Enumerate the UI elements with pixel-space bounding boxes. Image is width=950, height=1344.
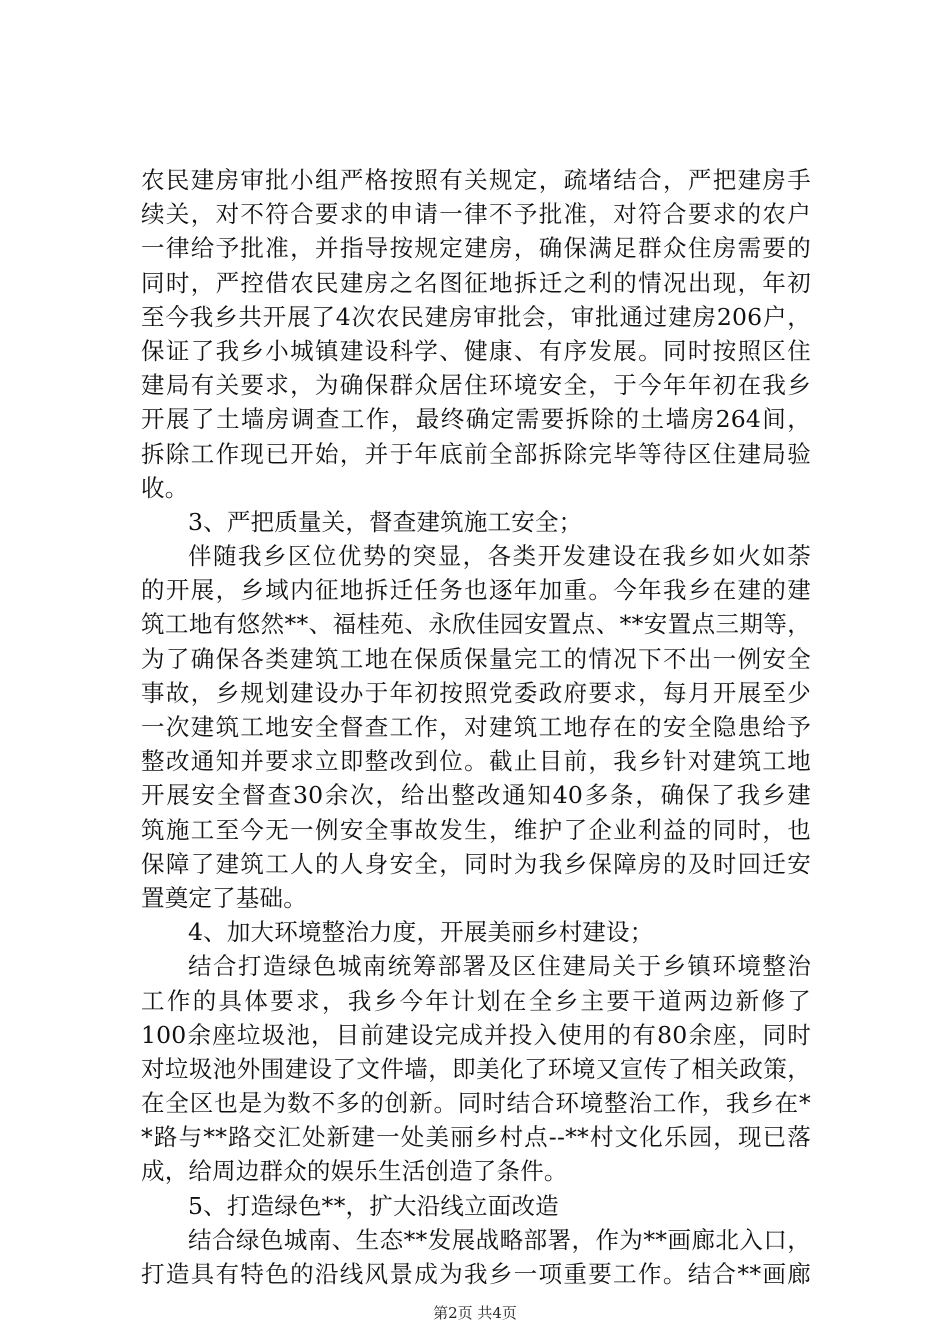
text-line: 建局有关要求，为确保群众居住环境安全，于今年年初在我乡: [141, 371, 811, 400]
text-line: 一次建筑工地安全督查工作，对建筑工地存在的安全隐患给予: [141, 713, 811, 741]
document-body: [141, 163, 811, 1291]
text-line: 筑工地有悠然**、福桂苑、永欣佳园安置点、**安置点三期等，: [141, 610, 811, 639]
text-line: 在全区也是为数不多的创新。同时结合环境整治工作，我乡在*: [141, 1089, 811, 1118]
text-line: 同时，严控借农民建房之名图征地拆迁之利的情况出现，年初: [141, 268, 811, 297]
text-line: 保障了建筑工人的人身安全，同时为我乡保障房的及时回迁安: [141, 849, 811, 878]
text-line: 3、严把质量关，督查建筑施工安全；: [188, 507, 583, 536]
text-line: *路与**路交汇处新建一处美丽乡村点--**村文化乐园，现已落: [141, 1123, 811, 1152]
text-line: 伴随我乡区位优势的突显，各类开发建设在我乡如火如荼: [188, 542, 811, 571]
text-line: 为了确保各类建筑工地在保质保量完工的情况下不出一例安全: [141, 644, 811, 673]
text-line: 农民建房审批小组严格按照有关规定，疏堵结合，严把建房手: [141, 166, 811, 194]
text-line: 成，给周边群众的娱乐生活创造了条件。: [141, 1157, 568, 1186]
text-line: 筑施工至今无一例安全事故发生，维护了企业利益的同时，也: [141, 815, 811, 844]
text-line: 100余座垃圾池，目前建设完成并投入使用的有80余座，同时: [141, 1020, 811, 1049]
text-line: 开展了土墙房调查工作，最终确定需要拆除的土墙房264间，: [141, 405, 811, 434]
text-line: 整改通知并要求立即整改到位。截止目前，我乡针对建筑工地: [141, 747, 811, 776]
text-line: 收。: [141, 473, 189, 502]
text-line: 对垃圾池外围建设了文件墙，即美化了环境又宣传了相关政策，: [141, 1054, 811, 1083]
text-line: 置奠定了基础。: [141, 883, 307, 912]
text-line: 保证了我乡小城镇建设科学、健康、有序发展。同时按照区住: [141, 336, 811, 365]
text-line: 工作的具体要求，我乡今年计划在全乡主要干道两边新修了: [141, 986, 811, 1015]
text-line: 5、打造绿色**，扩大沿线立面改造: [188, 1191, 559, 1220]
text-line: 4、加大环境整治力度，开展美丽乡村建设；: [188, 918, 654, 947]
text-line: 一律给予批准，并指导按规定建房，确保满足群众住房需要的: [141, 234, 811, 263]
text-line: 续关，对不符合要求的申请一律不予批准，对符合要求的农户: [141, 200, 811, 229]
text-line: 开展安全督查30余次，给出整改通知40多条，确保了我乡建: [141, 781, 811, 810]
text-line: 打造具有特色的沿线风景成为我乡一项重要工作。结合**画廊: [141, 1260, 811, 1288]
text-line: 的开展，乡域内征地拆迁任务也逐年加重。今年我乡在建的建: [141, 576, 811, 605]
page-footer: 第2页 共4页: [433, 1304, 517, 1322]
text-line: 结合打造绿色城南统筹部署及区住建局关于乡镇环境整治: [188, 952, 811, 981]
text-line: 结合绿色城南、生态**发展战略部署，作为**画廊北入口，: [188, 1225, 811, 1254]
text-line: 拆除工作现已开始，并于年底前全部拆除完毕等待区住建局验: [141, 439, 811, 468]
text-line: 至今我乡共开展了4次农民建房审批会，审批通过建房206户，: [141, 302, 811, 331]
text-line: 事故，乡规划建设办于年初按照党委政府要求，每月开展至少: [141, 678, 811, 707]
